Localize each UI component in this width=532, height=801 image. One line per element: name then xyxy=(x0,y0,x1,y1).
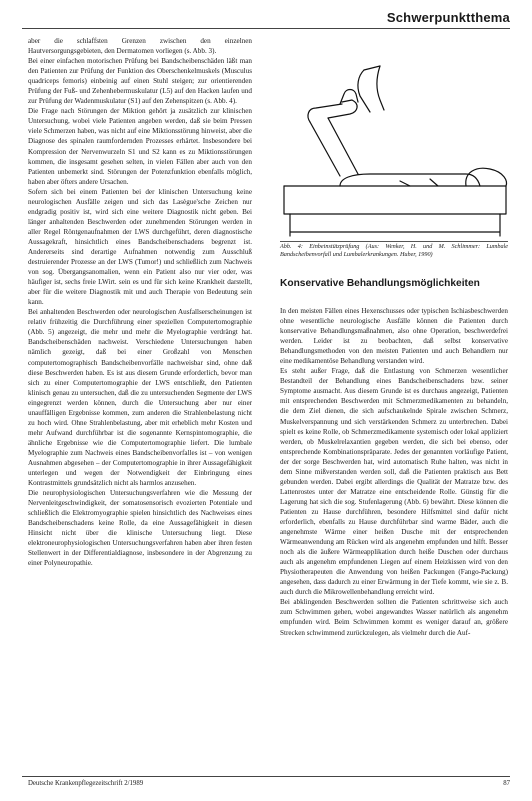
paragraph: In den meisten Fällen eines Hexenschusses oder typischen Ischiasbeschwerden ohne wesentliche neurologische Ausfälle können die Patienten durch konservative Behandlungsmaßnahmen, also ohne Operation, beschwerdefrei werden. Leider ist zu beobachten, daß selbst konservative Behandlungsmethoden von den meisten Patienten und auch Behandlern nur eine medikamentöse Behandlung verstanden wird. xyxy=(280,307,508,366)
paragraph: Die neurophysiologischen Untersuchungsverfahren wie die Messung der Nervenleitgeschwindigkeit, der somatosensorisch evozierten Potentiale und schließlich die Elektromyographie spielen hinsichtlich des Nachweises eines Bandscheibenschadens keine Rolle, da eine Aussagefähigkeit in diesen Hinsicht nicht über die klinische Untersuchung liegt. Diese elektroneurophysiologischen Untersuchungsverfahren haben aber ihren festen Stellenwert in der Differentialdiagnose, insbesondere in der Abgrenzung zu einer Polyneuropathie. xyxy=(28,489,252,568)
figure-illustration xyxy=(280,36,510,244)
paragraph: Bei abklingenden Beschwerden sollten die Patienten schrittweise sich auch zum Schwimmen gehen, wobei angewandtes Wasser natürlich als angenehm empfunden wird. Beim Schwimmen kommt es weniger darauf an, größere Strecken schwimmend zurückzulegen, als vielmehr durch die Auf- xyxy=(280,598,508,637)
bed-leg-raise-drawing xyxy=(280,36,510,242)
right-column xyxy=(280,306,508,774)
section-subheading: Konservative Behandlungsmöglichkeiten xyxy=(280,278,480,289)
figure-caption: Abb. 4: Einbeinstützprüfung (Aus: Wenker, H. und M. Schlimmer: Lumbale Bandscheibenvorfall und Lumbalerkrankungen. Huber, 1990) xyxy=(280,243,508,259)
page-number: 87 xyxy=(503,780,510,787)
paragraph: Die Frage nach Störungen der Miktion gehört ja zusätzlich zur klinischen Untersuchung, wobei viele Patienten angeben werden, daß sie beim Pressen viele Schmerzen haben, was nicht auf eine Miktionsstörung hinweist, aber die Diagnose des spinalen raumfordernden Prozesses erhärtet. Insbesondere bei Kompression der Nervenwurzeln S1 und S2 kann es zu Miktionsstörungen kommen, die insgesamt gesehen selten, in vielen Fällen aber auch von den Patienten unbemerkt sind. Störungen der Potenzfunktion ebenfalls möglich, haben aber öfters andere Ursachen. xyxy=(28,107,252,186)
section-title: Schwerpunktthema xyxy=(386,10,510,25)
left-column xyxy=(28,36,252,774)
caption-rule xyxy=(280,241,508,242)
footer-rule xyxy=(22,776,510,777)
paragraph: aber die schlaffsten Grenzen zwischen den einzelnen Hautversorgungsgebieten, den Dermatomen vorliegen (s. Abb. 3). xyxy=(28,37,252,56)
header-rule xyxy=(22,28,510,29)
paragraph: Sofern sich bei einem Patienten bei der klinischen Untersuchung keine neurologischen Ausfälle zeigen und sich das Lasègue'sche Zeichen nur endgradig positiv ist, wird sich eine weitere Diagnostik nicht geben. Bei länger anhaltenden Beschwerden oder zunehmenden Störungen werden in aller Regel Röntgenaufnahmen der LWS durchgeführt, deren diagnostische Aussagekraft, hinsichtlich eines Bandscheibenschadens begrenzt ist. Andererseits sind derartige Aufnahmen notwendig zum Ausschluß destruierender Prozesse an der LWS (Tumor!) und schließlich zum Nachweis von sog. Übergangsanomalien, wenn ein Patient also nur vier oder, was häufiger ist, sechs freie LWirt. sein es und für sich keine Krankheit darstellt, aber für die weitere Diagnostik mit und auch Therapie von Bedeutung sein kann. xyxy=(28,187,252,307)
journal-citation: Deutsche Krankenpflegezeitschrift 2/1989 xyxy=(28,780,144,787)
paragraph: Bei anhaltenden Beschwerden oder neurologischen Ausfallserscheinungen ist relativ frühzeitig die Durchführung einer speziellen Computertomographie (Abb. 5) angezeigt, die mehr und mehr die Myelographie verdrängt hat. Bandscheibenschäden nachweist. Verschiedene Untersuchungen haben nämlich gezeigt, daß bei einer Großzahl von Menschen computertomographisch Bandscheibenvorfälle nachweisbar sind, ohne daß diese Beschwerden haben. Es ist aus diesem Grunde erforderlich, bevor man sich zu einer Computertomographie der LWS entschließt, den Patienten klinisch genau zu untersuchen, daß die zu untersuchenden Segmente der LWS eingegrenzt werden können, durch die Untersuchung aber nur einer unauffälligen Ergebnisse kommen, zum anderen die Strahlenbelastung nicht zu hoch wird. Ohne Strahlenbelastung, aber mit erheblich mehr Kosten und mehr Aufwand durchführbar ist die sogenannte Kernspintomographie, die ähnliche Ergebnisse wie die Computertomographie liefert. Die lumbale Myelographie zum Nachweis eines Bandscheibenvorfalles ist – von wenigen Ausnahmen abgesehen – der Computertomographie in ihrer Aussagefähigkeit unterlegen und wegen der Notwendigkeit der Einbringung eines Kontrastmittels grundsätzlich nicht als harmlos anzusehen. xyxy=(28,308,252,488)
paragraph: Es steht außer Frage, daß die Entlastung von Schmerzen wesentlicher Bestandteil der Behandlung eines Bandscheibenschadens bzw. seiner Symptome ausmacht. Aus diesem Grunde ist es durchaus angezeigt, Patienten mit entsprechenden Beschwerden mit Schmerzmedikamenten zu behandeln, die dem Ziel dienen, die sich aufschaukelnde Spirale zwischen Schmerz, Muskelverspannung und sich verstärkenden Schmerz zu unterbrechen. Dabei spielt es keine Rolle, ob Schmerzmedikamente systemisch oder lokal appliziert werden, ob Muskelrelaxantien gegeben werden, die sich bei ebenso, oder entsprechende Kombinationspräparate. Jedes der genannten vorläufige Patient, der der sorge Beschwerden hat, wird automatisch Ruhe halten, was nicht in dem Sinne mißverstanden werden soll, daß die Patienten praktisch aus Bett gebunden werden. Dabei ergibt allerdings die Qualität der Matratze bzw. des Lattenrostes unter der Matratze eine entscheidende Rolle. Günstig für die Lagerung hat sich die sog. Stufenlagerung (Abb. 6) bewährt. Diese können die Patienten zu Hause durchführen, besondere Hilfsmittel sind dafür nicht erforderlich, ebenfalls zu Hause durchführbar sind warme Bäder, auch die angenehmste Wärme einer heißen Dusche mit der entsprechenden Wärmeanwendung am Rücken wird als angenehm empfunden und hilft. Besser noch als die äußere Wärmeapplikation durch heiße Duschen oder durchaus auch als angenehm empfundenen Liegen auf einem Heizkissen wird von den Physiotherapeuten die Anwendung von heißen Packungen (Fango-Packung) angesehen, dass dadurch zu einer Erwärmung in der Tiefe kommt, wie sie z. B. auch durch die Mikrowellenbehandlung erreicht wird. xyxy=(280,367,508,597)
paragraph: Bei einer einfachen motorischen Prüfung bei Bandscheibenschäden läßt man den Patienten zur Prüfung der Funktion des Oberschenkelmuskels (Musculus quadriceps femoris) einbeinig auf einen Stuhl steigen; zur orientierenden Prüfung der Fuß- und Zehenhebermuskulatur (L5) auf den Hacken laufen und zur Prüfung der Wadenmuskulatur (S1) auf den Zehenspitzen (s. Abb. 4). xyxy=(28,57,252,106)
